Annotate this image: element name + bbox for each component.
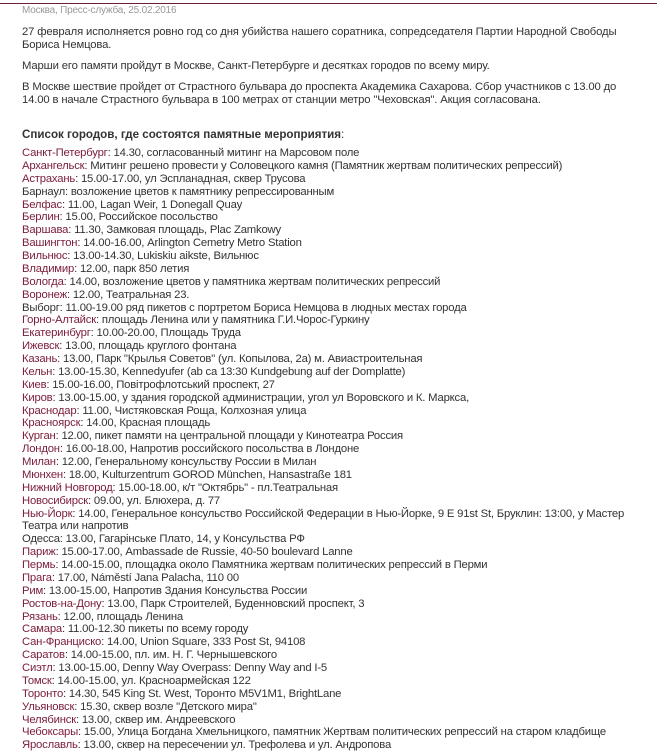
city-name-link[interactable]: Сан-Франциско <box>22 636 102 649</box>
event-details: : 14.00, Генеральное консульство Российской Федерации в Нью-Йорке, 9 E 91st St, Бруклин: 13:00, у Мастер Театра или напротив <box>22 507 625 533</box>
event-details: : 13.00, площадь круглого фонтана <box>59 340 237 353</box>
list-heading <box>22 128 642 141</box>
event-details: : 11.00-12.30 пикеты по всему городу <box>61 623 249 636</box>
city-list-item <box>22 379 642 392</box>
event-details: : 14.30, согласованный митинг на Марсовом поле <box>107 147 360 159</box>
event-details: : 14.00, возложение цветов у памятника жертвам политических репрессий <box>63 275 441 288</box>
event-details: : площадь Ленина или у памятника Г.И.Чорос-Гуркину <box>95 314 370 327</box>
event-details: : 14.00, Красная площадь <box>80 417 211 430</box>
city-list-item <box>22 726 642 739</box>
intro-paragraph: Марши его памяти пройдут в Москве, Санкт-Петербурге и десятках городов по всему миру. <box>22 60 490 72</box>
city-name-link[interactable]: Нижний Новгород <box>22 481 113 494</box>
city-list-item <box>22 327 642 340</box>
event-details: : 15.00-18.00, к/т "Октябрь" - пл.Театральная <box>112 481 338 494</box>
event-details: : 12.00, Театральная 23. <box>66 288 190 301</box>
event-details: : 13.00, Парк Строителей, Буденновский проспект, 3 <box>101 597 365 610</box>
event-details: : 12.00, Генеральному консульству России в Милан <box>55 456 317 468</box>
event-details: : 10.00-20.00, Площадь Труда <box>90 327 241 340</box>
city-name-link[interactable]: Курган <box>22 430 56 443</box>
city-name-link[interactable]: Париж <box>22 546 56 559</box>
city-name-link[interactable]: Саратов <box>22 649 65 662</box>
event-details: : 13.00-14.30, Lukiskiu aikste, Вильнюс <box>67 250 259 262</box>
city-name-link[interactable]: Вологда <box>22 275 64 288</box>
event-details: : 09.00, ул. Блюхера, д. 77 <box>88 494 221 507</box>
city-list-item <box>22 417 642 430</box>
event-details: : 18.00, Kulturzentrum GOROD München, Hansastraße 181 <box>62 468 352 481</box>
city-name-link[interactable]: Киев <box>22 378 47 391</box>
event-details: : возложение цветов к памятнику репрессированным <box>64 185 335 198</box>
event-details: : 15.30, сквер возле "Детского мира" <box>74 700 257 713</box>
city-list-item <box>22 508 642 534</box>
event-details: : 13.00, Парк "Крылья Советов" (ул. Копылова, 2а) м. Авиастроительная <box>57 353 423 365</box>
event-details: : 17.00, Náměstí Jana Palacha, 110 00 <box>51 571 239 584</box>
city-name-link[interactable]: Екатеринбург <box>22 327 91 340</box>
city-list-item <box>22 559 642 572</box>
city-list-item <box>22 263 642 276</box>
city-list-item <box>22 714 642 727</box>
event-details: : 12.00, парк 850 летия <box>74 262 190 275</box>
city-list-item <box>22 739 642 752</box>
city-name-link[interactable]: Лондон <box>22 443 60 456</box>
city-list-item <box>22 675 642 688</box>
city-list-item <box>22 147 642 160</box>
city-name-link[interactable]: Челябинск <box>22 713 76 726</box>
intro-paragraph: 27 февраля исполняется ровно год со дня убийства нашего соратника, сопредседателя Партии Народной Свободы Бориса Немцова. <box>22 26 617 51</box>
city-list-item <box>22 392 642 405</box>
event-details: : 14.30, 545 King St. West, Торонто M5V1M1, BrightLane <box>63 687 342 700</box>
city-list <box>22 147 642 752</box>
city-name-link[interactable]: Вильнюс <box>22 250 68 262</box>
city-name-link[interactable]: Варшава <box>22 224 69 237</box>
event-details: : 14.00-15.00, ул. Красноармейская 122 <box>51 674 251 687</box>
dateline: Москва, Пресс-служба, 25.02.2016 <box>22 5 177 16</box>
city-name-link[interactable]: Чебоксары <box>22 726 79 739</box>
city-list-item <box>22 276 642 289</box>
event-details: : 13.00-15.00, Напротив Здания Консульства России <box>43 584 308 597</box>
list-heading-colon: : <box>341 128 345 141</box>
event-details: : 14.00-15.00, пл. им. Н. Г. Чернышевского <box>64 649 277 662</box>
event-details: : 13.00, сквер им. Андреевского <box>75 713 236 726</box>
city-name-link[interactable]: Воронеж <box>22 288 67 301</box>
city-list-item <box>22 405 642 418</box>
city-list-item <box>22 250 642 263</box>
city-name-link[interactable]: Ульяновск <box>22 700 75 713</box>
city-list-item <box>22 623 642 636</box>
city-name: Выборг <box>22 301 60 314</box>
city-list-item <box>22 533 642 546</box>
event-details: : 13.00, Гагарінське Плато, 14, у Консульства РФ <box>59 533 305 546</box>
event-details: : 13.00-15.30, Kennedyufer (ab ca 13:30 Kundgebung auf der Domplatte) <box>52 365 406 378</box>
event-details: : 12.00, площадь Ленина <box>57 610 183 623</box>
city-list-item <box>22 302 642 315</box>
city-list-item <box>22 340 642 353</box>
city-name-link[interactable]: Горно-Алтайск <box>22 314 96 327</box>
city-list-item <box>22 662 642 675</box>
city-list-item <box>22 289 642 302</box>
city-name-link[interactable]: Рязань <box>22 610 58 623</box>
city-name-link[interactable]: Сиэтл <box>22 662 53 674</box>
event-details: : 13.00, сквер на пересечении ул. Трефолева и ул. Андропова <box>77 739 392 752</box>
city-name-link[interactable]: Ижевск <box>22 340 60 353</box>
city-list-item <box>22 186 642 199</box>
city-name-link[interactable]: Нью-Йорк <box>22 507 73 520</box>
event-details: : 14.00, Union Square, 333 Post St, 94108 <box>101 636 306 649</box>
city-name-link[interactable]: Краснодар <box>22 404 77 417</box>
event-details: : 11.00, Чистяковская Роща, Колхозная улица <box>76 404 307 417</box>
city-list-item <box>22 443 642 456</box>
city-name-link[interactable]: Самара <box>22 623 62 636</box>
city-name-link[interactable]: Прага <box>22 571 52 584</box>
event-details: : 11.00, Lagan Weir, 1 Donegall Quay <box>61 198 243 211</box>
event-details: : 11.30, Замковая площадь, Plac Zamkowy <box>68 224 281 237</box>
city-name-link[interactable]: Кельн <box>22 365 53 378</box>
article <box>22 4 642 752</box>
city-name-link[interactable]: Новосибирск <box>22 494 89 507</box>
city-list-item <box>22 314 642 327</box>
city-list-item <box>22 482 642 495</box>
city-name-link[interactable]: Вашингтон <box>22 237 78 250</box>
event-details: : 14.00-15.00, площадка около Памятника жертвам политических репрессий в Перми <box>55 559 488 571</box>
city-list-item <box>22 211 642 224</box>
city-list-item <box>22 611 642 624</box>
city-name-link[interactable]: Красноярск <box>22 417 81 430</box>
event-details: : Митинг решено провести у Соловецкого камня (Памятник жертвам политических репрессий) <box>84 159 563 172</box>
city-name-link[interactable]: Киров <box>22 391 53 404</box>
city-list-item <box>22 237 642 250</box>
list-heading-text: Список городов, где состоятся памятные мероприятия <box>22 128 342 141</box>
city-name-link[interactable]: Ростов-на-Дону <box>22 597 102 610</box>
city-name-link[interactable]: Белфас <box>22 198 62 211</box>
city-name-link[interactable]: Мюнхен <box>22 468 63 481</box>
city-name-link[interactable]: Казань <box>22 353 58 365</box>
event-details: : 11.00-19.00 ряд пикетов с портретом Бориса Немцова в людных местах города <box>59 301 467 314</box>
city-list-item <box>22 353 642 366</box>
city-name-link[interactable]: Владимир <box>22 262 75 275</box>
city-list-item <box>22 469 642 482</box>
city-name-link[interactable]: Милан <box>22 456 56 468</box>
city-list-item <box>22 456 642 469</box>
city-name: Одесса <box>22 533 60 546</box>
city-name: Барнаул <box>22 185 65 198</box>
event-details: : 16.00-18.00, Напротив российского посольства в Лондоне <box>59 443 360 456</box>
event-details: : 15.00-17.00, Ambassade de Russie, 40-50 boulevard Lanne <box>55 546 353 559</box>
event-details: : 15.00, Улица Богдана Хмельницкого, памятник Жертвам политических репрессий на старом кладбище <box>78 726 606 739</box>
intro-paragraph: В Москве шествие пройдет от Страстного бульвара до проспекта Академика Сахарова. Сбор участников с 13.00 до 14.00 в начале Страстного бульвара в 100 метрах от станции метро "Чеховская". Акция согласована. <box>22 81 617 106</box>
city-name-link[interactable]: Томск <box>22 674 52 687</box>
city-name-link[interactable]: Архангельск <box>22 159 85 172</box>
city-list-item <box>22 636 642 649</box>
city-name-link[interactable]: Ярославль <box>22 739 78 752</box>
city-list-item <box>22 160 642 173</box>
city-name-link[interactable]: Берлин <box>22 211 60 224</box>
event-details: : 12.00, пикет памяти на центральной площади у Кинотеатра Россия <box>55 430 403 443</box>
event-details: : 13.00-15.00, Denny Way Overpass: Denny Way and I-5 <box>52 662 327 674</box>
city-name-link[interactable]: Астрахань <box>22 172 76 185</box>
event-details: : 14.00-16.00, Arlington Cemetry Metro Station <box>77 237 302 250</box>
city-list-item <box>22 546 642 559</box>
city-list-item <box>22 701 642 714</box>
city-list-item <box>22 585 642 598</box>
city-list-item <box>22 572 642 585</box>
city-name-link[interactable]: Пермь <box>22 559 56 571</box>
event-details: : 15.00, Российское посольство <box>59 211 218 224</box>
city-name-link[interactable]: Торонто <box>22 687 64 700</box>
city-name-link[interactable]: Рим <box>22 584 44 597</box>
event-details: : 15.00-17.00, ул Эспланадная, сквер Трусова <box>75 172 306 185</box>
city-list-item <box>22 224 642 237</box>
city-list-item <box>22 598 642 611</box>
event-details: : 15.00-16.00, Повітрофлотський проспект, 27 <box>46 378 275 391</box>
city-list-item <box>22 430 642 443</box>
city-list-item <box>22 199 642 212</box>
city-list-item <box>22 495 642 508</box>
city-list-item <box>22 649 642 662</box>
event-details: : 13.00-15.00, у здания городской администрации, угол ул Воровского и К. Маркса, <box>52 391 470 404</box>
city-name-link[interactable]: Санкт-Петербург <box>22 147 108 159</box>
city-list-item <box>22 366 642 379</box>
city-list-item <box>22 688 642 701</box>
city-list-item <box>22 173 642 186</box>
